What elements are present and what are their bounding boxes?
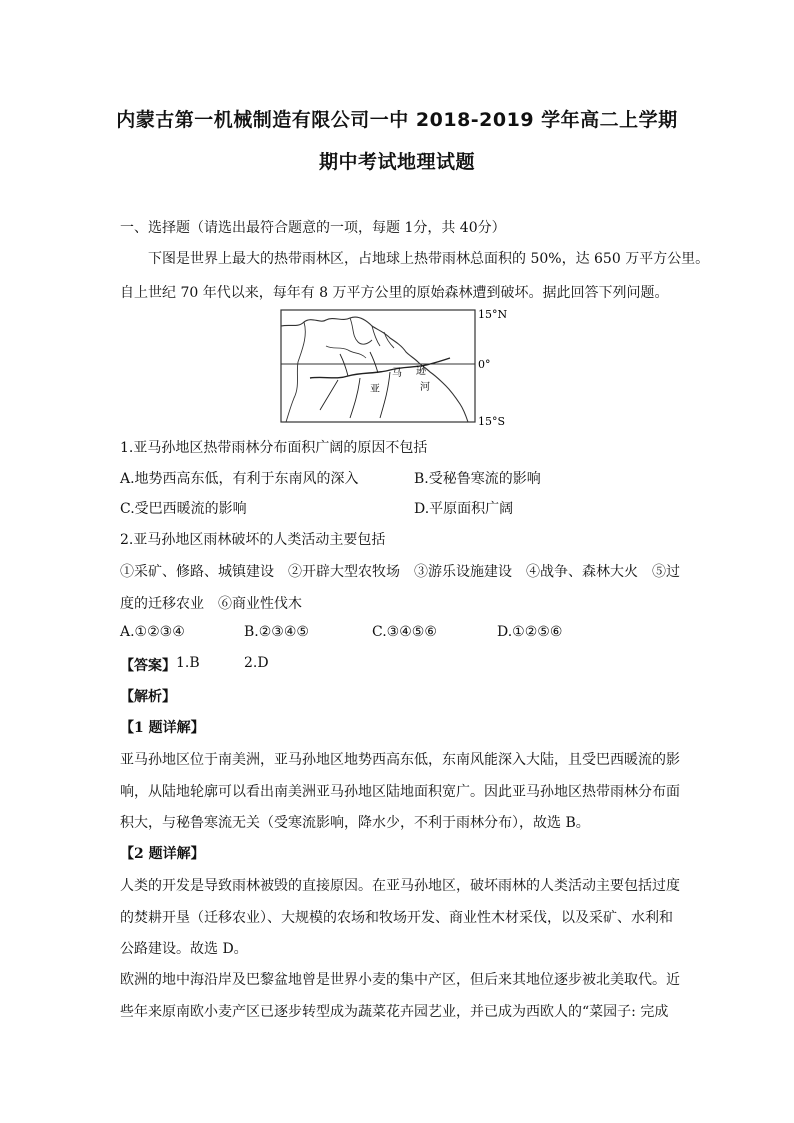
amazon-map-figure (280, 306, 510, 428)
analysis-label: 【解析】 (120, 689, 176, 705)
tributary (350, 378, 360, 418)
tributary (340, 354, 348, 376)
intro-line-1: 下图是世界上最大的热带雨林区，占地球上热带雨林总面积的 50%，达 650 万平方公里。 (148, 251, 710, 267)
q2-items-line-1: ①采矿、修路、城镇建设 ②开辟大型农牧场 ③游乐设施建设 ④战争、森林大火 ⑤过 (120, 564, 680, 580)
river-label-char: 亚 (370, 384, 380, 395)
amazon-river (310, 358, 450, 378)
border-line (326, 346, 366, 358)
question-1-stem: 1.亚马孙地区热带雨林分布面积广阔的原因不包括 (120, 440, 428, 456)
q2-option-c: C.③④⑤⑥ (372, 624, 437, 640)
latitude-label-equator: 0° (478, 358, 491, 371)
river-label-char: 河 (420, 382, 430, 393)
latitude-label-15s: 15°S (478, 415, 506, 428)
section-heading: 一、选择题（请选出最符合题意的一项，每题 1分，共 40分） (120, 220, 506, 236)
q1-option-c: C.受巴西暖流的影响 (120, 501, 247, 517)
detail-1-line-1: 亚马孙地区位于南美洲，亚马孙地区地势西高东低，东南风能深入大陆，且受巴西暖流的影 (120, 752, 680, 768)
detail-2-line-2: 的焚耕开垦（迁移农业）、大规模的农场和牧场开发、商业性木材采伐，以及采矿、水利和 (120, 910, 673, 926)
q2-option-d: D.①②⑤⑥ (497, 624, 563, 640)
detail-1-label: 【1 题详解】 (120, 720, 205, 736)
answer-value-1: 1.B (176, 655, 200, 671)
border-line (350, 318, 372, 344)
answer-value-2: 2.D (244, 655, 269, 671)
amazon-map-svg (280, 306, 510, 428)
paragraph-line-2: 些年来原南欧小麦产区已逐步转型成为蔬菜花卉园艺业，并已成为西欧人的“菜园子: 完成 (120, 1004, 669, 1020)
river-label-char: 马 (392, 368, 402, 379)
q2-option-a: A.①②③④ (120, 624, 185, 640)
map-frame (281, 310, 475, 422)
title-line-1: 内蒙古第一机械制造有限公司一中 2018-2019 学年高二上学期 (116, 109, 678, 131)
detail-2-line-3: 公路建设。故选 D。 (120, 941, 248, 957)
question-2-stem: 2.亚马孙地区雨林破坏的人类活动主要包括 (120, 532, 386, 548)
q1-option-b: B.受秘鲁寒流的影响 (414, 471, 541, 487)
latitude-label-15n: 15°N (478, 308, 508, 321)
detail-1-line-2: 响，从陆地轮廓可以看出南美洲亚马孙地区陆地面积宽广。因此亚马孙地区热带雨林分布面 (120, 784, 680, 800)
tributary (370, 352, 378, 373)
intro-line-2: 自上世纪 70 年代以来，每年有 8 万平方公里的原始森林遭到破坏。据此回答下列问题。 (120, 285, 669, 301)
detail-1-line-3: 积大，与秘鲁寒流无关（受寒流影响，降水少，不利于雨林分布），故选 B。 (120, 815, 590, 831)
q1-option-a: A.地势西高东低，有利于东南风的深入 (120, 471, 359, 487)
title-line-2: 期中考试地理试题 (318, 151, 475, 173)
answer-label: 【答案】 (120, 658, 176, 674)
q2-items-line-2: 度的迁移农业 ⑥商业性伐木 (120, 596, 302, 612)
border-line (286, 322, 305, 422)
detail-2-label: 【2 题详解】 (120, 846, 205, 862)
q1-option-d: D.平原面积广阔 (414, 501, 514, 517)
tributary (320, 380, 338, 410)
paragraph-line-1: 欧洲的地中海沿岸及巴黎盆地曾是世界小麦的集中产区，但后来其地位逐步被北美取代。近 (120, 972, 680, 988)
river-label-char: 逊 (416, 366, 426, 377)
detail-2-line-1: 人类的开发是导致雨林被毁的直接原因。在亚马孙地区，破坏雨林的人类活动主要包括过度 (120, 878, 680, 894)
coastline (281, 317, 468, 422)
tributary (380, 372, 390, 418)
q2-option-b: B.②③④⑤ (244, 624, 309, 640)
